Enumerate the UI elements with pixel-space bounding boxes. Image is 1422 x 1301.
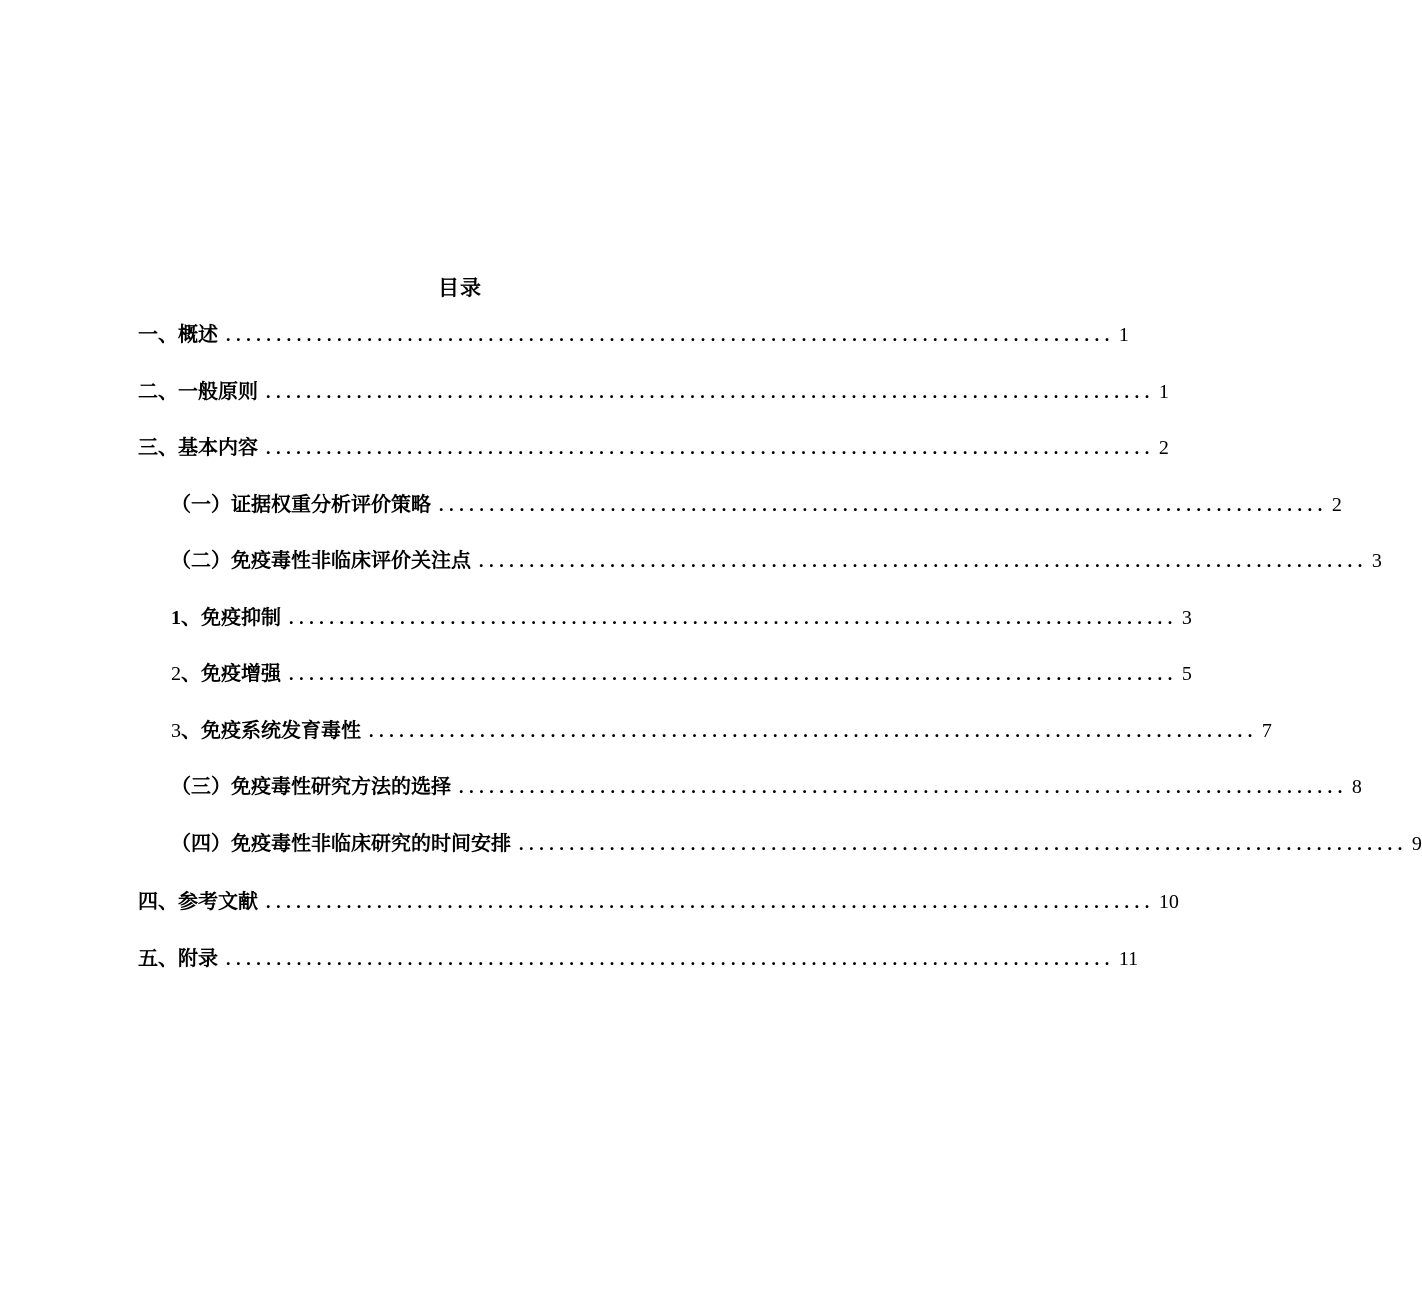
toc-page-number: 10 — [1158, 891, 1179, 913]
toc-entry-number: 3 — [171, 720, 181, 742]
toc-leader-dots: ........................................................................................ — [226, 949, 1115, 969]
toc-entry-references[interactable] — [138, 885, 1179, 917]
toc-entry-weight-of-evidence[interactable] — [171, 488, 1342, 520]
toc-entry-basic-content[interactable] — [138, 431, 1169, 463]
toc-page-number: 5 — [1181, 663, 1192, 685]
toc-entry-label: （二）免疫毒性非临床评价关注点 — [171, 548, 471, 572]
toc-entry-study-timing[interactable] — [171, 827, 1422, 859]
toc-entry-label: （四）免疫毒性非临床研究的时间安排 — [171, 831, 511, 855]
toc-page-number: 8 — [1351, 776, 1362, 798]
toc-page-number: 2 — [1158, 437, 1169, 459]
toc-entry-label — [171, 714, 361, 747]
toc-leader-dots: ........................................................................................ — [459, 777, 1348, 797]
toc-entry-label: 二、一般原则 — [138, 379, 258, 403]
toc-leader-dots: ........................................................................................ — [289, 664, 1178, 684]
toc-page-number: 1 — [1118, 324, 1129, 346]
toc-leader-dots: ........................................................................................ — [266, 438, 1155, 458]
toc-page-number: 11 — [1118, 948, 1139, 970]
toc-entry-appendix[interactable] — [138, 942, 1139, 974]
toc-entry-label: 一、概述 — [138, 322, 218, 346]
toc-entry-label: 五、附录 — [138, 946, 218, 970]
toc-title: 目录 — [438, 275, 482, 300]
toc-leader-dots: ........................................................................................ — [289, 608, 1178, 628]
toc-entry-label: 三、基本内容 — [138, 435, 258, 459]
toc-entry-number: 1 — [171, 607, 181, 629]
toc-page-number: 3 — [1371, 550, 1382, 572]
toc-page-number: 3 — [1181, 607, 1192, 629]
toc-entry-label: （三）免疫毒性研究方法的选择 — [171, 774, 451, 798]
toc-page-number: 7 — [1261, 720, 1272, 742]
toc-entry-text: 、免疫抑制 — [181, 605, 281, 629]
toc-entry-label — [171, 601, 281, 634]
toc-page-number: 1 — [1158, 381, 1169, 403]
toc-entry-text: 、免疫增强 — [181, 661, 281, 685]
toc-leader-dots: ........................................................................................ — [479, 551, 1368, 571]
toc-leader-dots: ........................................................................................ — [439, 495, 1328, 515]
toc-entry-general-principles[interactable] — [138, 375, 1169, 407]
toc-leader-dots: ........................................................................................ — [266, 892, 1155, 912]
toc-leader-dots: ........................................................................................ — [226, 325, 1115, 345]
toc-entry-immunosuppression[interactable] — [171, 601, 1192, 633]
toc-leader-dots: ........................................................................................ — [266, 382, 1155, 402]
toc-entry-label: （一）证据权重分析评价策略 — [171, 492, 431, 516]
toc-leader-dots: ........................................................................................ — [519, 834, 1408, 854]
toc-entry-method-selection[interactable] — [171, 770, 1362, 802]
toc-page-number: 2 — [1331, 494, 1342, 516]
toc-entry-developmental-immunotoxicity[interactable] — [171, 714, 1272, 746]
toc-entry-nonclinical-concerns[interactable] — [171, 544, 1382, 576]
toc-entry-text: 、免疫系统发育毒性 — [181, 718, 361, 742]
toc-leader-dots: ........................................................................................ — [369, 721, 1258, 741]
toc-entry-label: 四、参考文献 — [138, 889, 258, 913]
toc-entry-label — [171, 657, 281, 690]
toc-page-number: 9 — [1411, 833, 1422, 855]
toc-entry-immunoenhancement[interactable] — [171, 657, 1192, 689]
toc-entry-overview[interactable] — [138, 318, 1129, 350]
toc-entry-number: 2 — [171, 663, 181, 685]
